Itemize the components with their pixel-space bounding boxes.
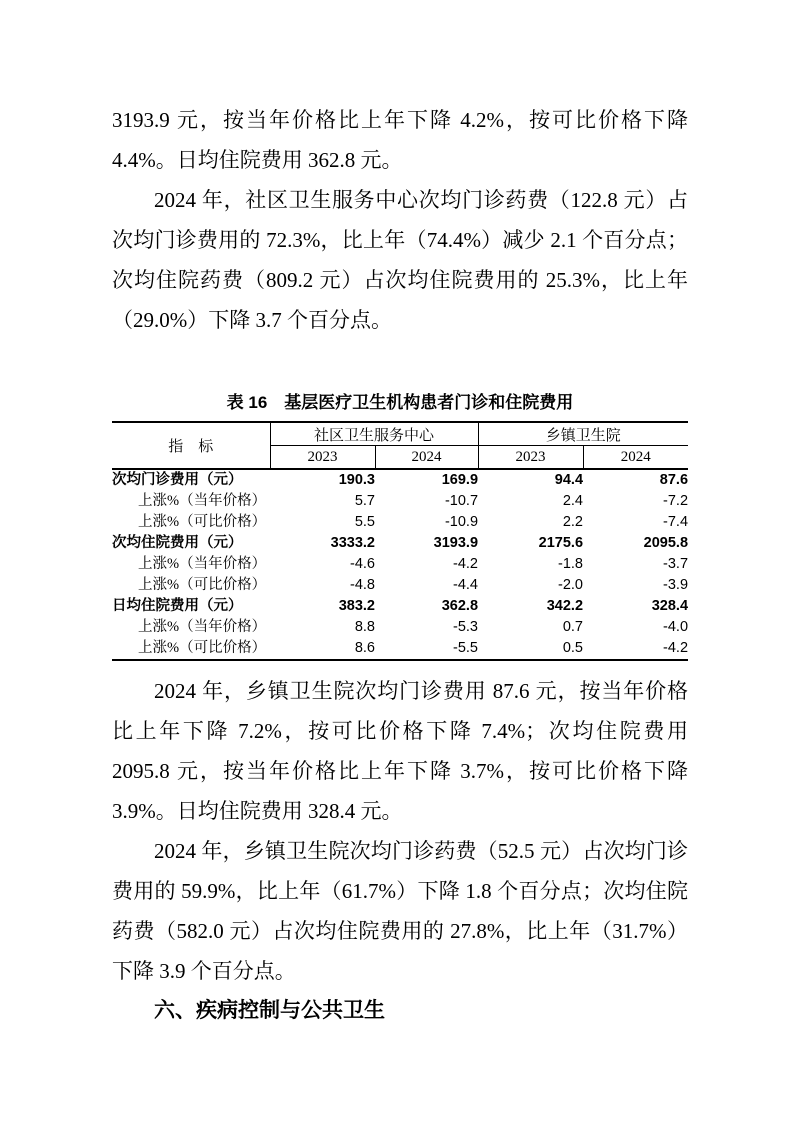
table16-title: 表 16 基层医疗卫生机构患者门诊和住院费用	[226, 393, 574, 412]
cell-value: 362.8	[441, 598, 479, 614]
row-label: 上涨%（可比价格）	[138, 577, 267, 593]
table-row	[112, 533, 688, 554]
group-header-township-hospital: 乡镇卫生院	[478, 422, 688, 446]
table-row	[112, 575, 688, 596]
indicator-column-header: 指 标	[112, 422, 270, 469]
cell-value: -4.8	[350, 577, 375, 593]
row-label: 上涨%（当年价格）	[138, 619, 267, 635]
table16	[112, 421, 688, 661]
cell-value: -4.6	[350, 556, 375, 572]
paragraph-township-drug-costs: 2024 年，乡镇卫生院次均门诊药费（52.5 元）占次均门诊费用的 59.9%，比上年（61.7%）下降 1.8 个百分点；次均住院药费（582.0 元）占次均住院费用的 27.8%，比上年（31.7%）下降 3.9 个百分点。	[112, 839, 688, 983]
cell-value: 2175.6	[538, 535, 584, 551]
row-label: 次均门诊费用（元）	[112, 472, 243, 488]
cell-value: -7.4	[663, 514, 689, 530]
cell-value: -10.7	[444, 493, 479, 509]
cell-value: -4.0	[663, 619, 689, 635]
cell-value: -7.2	[663, 493, 689, 509]
cell-value: 0.5	[562, 640, 584, 656]
cell-value: -1.8	[558, 556, 584, 572]
cell-value: 3193.9	[433, 535, 479, 551]
row-label: 上涨%（当年价格）	[138, 556, 267, 572]
group-header-community-center: 社区卫生服务中心	[270, 422, 478, 446]
year-header-township-2024: 2024	[583, 446, 688, 470]
cell-value: 169.9	[441, 472, 479, 488]
cell-value: 8.6	[354, 640, 375, 656]
row-label: 上涨%（可比价格）	[138, 514, 267, 530]
year-header-township-2023: 2023	[478, 446, 583, 470]
cell-value: -3.7	[663, 556, 689, 572]
cell-value: -10.9	[444, 514, 479, 530]
cell-value: -4.2	[453, 556, 479, 572]
cell-value: 383.2	[338, 598, 375, 614]
cell-value: 5.5	[354, 514, 375, 530]
table-row	[112, 491, 688, 512]
table-row	[112, 596, 688, 617]
cell-value: 2095.8	[643, 535, 689, 551]
cell-value: 342.2	[546, 598, 584, 614]
cell-value: 94.4	[554, 472, 584, 488]
row-label: 上涨%（当年价格）	[138, 493, 267, 509]
cell-value: 190.3	[338, 472, 375, 488]
section-heading-disease-control: 六、疾病控制与公共卫生	[154, 999, 385, 1022]
cell-value: 5.7	[354, 493, 375, 509]
cell-value: 328.4	[651, 598, 689, 614]
year-header-community-2024: 2024	[375, 446, 478, 470]
year-header-community-2023: 2023	[270, 446, 375, 470]
row-label: 上涨%（可比价格）	[138, 640, 267, 656]
table-row	[112, 512, 688, 533]
paragraph-community-drug-costs: 2024 年，社区卫生服务中心次均门诊药费（122.8 元）占次均门诊费用的 72.3%，比上年（74.4%）减少 2.1 个百分点；次均住院药费（809.2 元）占次均住院费用的 25.3%，比上年（29.0%）下降 3.7 个百分点。	[112, 188, 688, 332]
cell-value: 2.2	[562, 514, 584, 530]
table16-header-groups-row	[112, 422, 688, 446]
table-row	[112, 554, 688, 575]
paragraph-continuation: 3193.9 元，按当年价格比上年下降 4.2%，按可比价格下降 4.4%。日均住院费用 362.8 元。	[112, 108, 688, 172]
cell-value: 2.4	[562, 493, 584, 509]
cell-value: 0.7	[562, 619, 584, 635]
cell-value: 8.8	[354, 619, 375, 635]
row-label: 次均住院费用（元）	[112, 535, 243, 551]
paragraph-township-costs: 2024 年，乡镇卫生院次均门诊费用 87.6 元，按当年价格比上年下降 7.2%，按可比价格下降 7.4%；次均住院费用 2095.8 元，按当年价格比上年下降 3.7%，按可比价格下降 3.9%。日均住院费用 328.4 元。	[112, 679, 688, 823]
table-row	[112, 638, 688, 660]
table-row	[112, 617, 688, 638]
cell-value: -5.3	[453, 619, 479, 635]
row-label: 日均住院费用（元）	[112, 598, 243, 614]
cell-value: 3333.2	[330, 535, 375, 551]
cell-value: -5.5	[453, 640, 479, 656]
cell-value: 87.6	[659, 472, 689, 488]
cell-value: -4.4	[453, 577, 479, 593]
table-row	[112, 469, 688, 491]
cell-value: -4.2	[663, 640, 689, 656]
cell-value: -2.0	[558, 577, 584, 593]
cell-value: -3.9	[663, 577, 689, 593]
